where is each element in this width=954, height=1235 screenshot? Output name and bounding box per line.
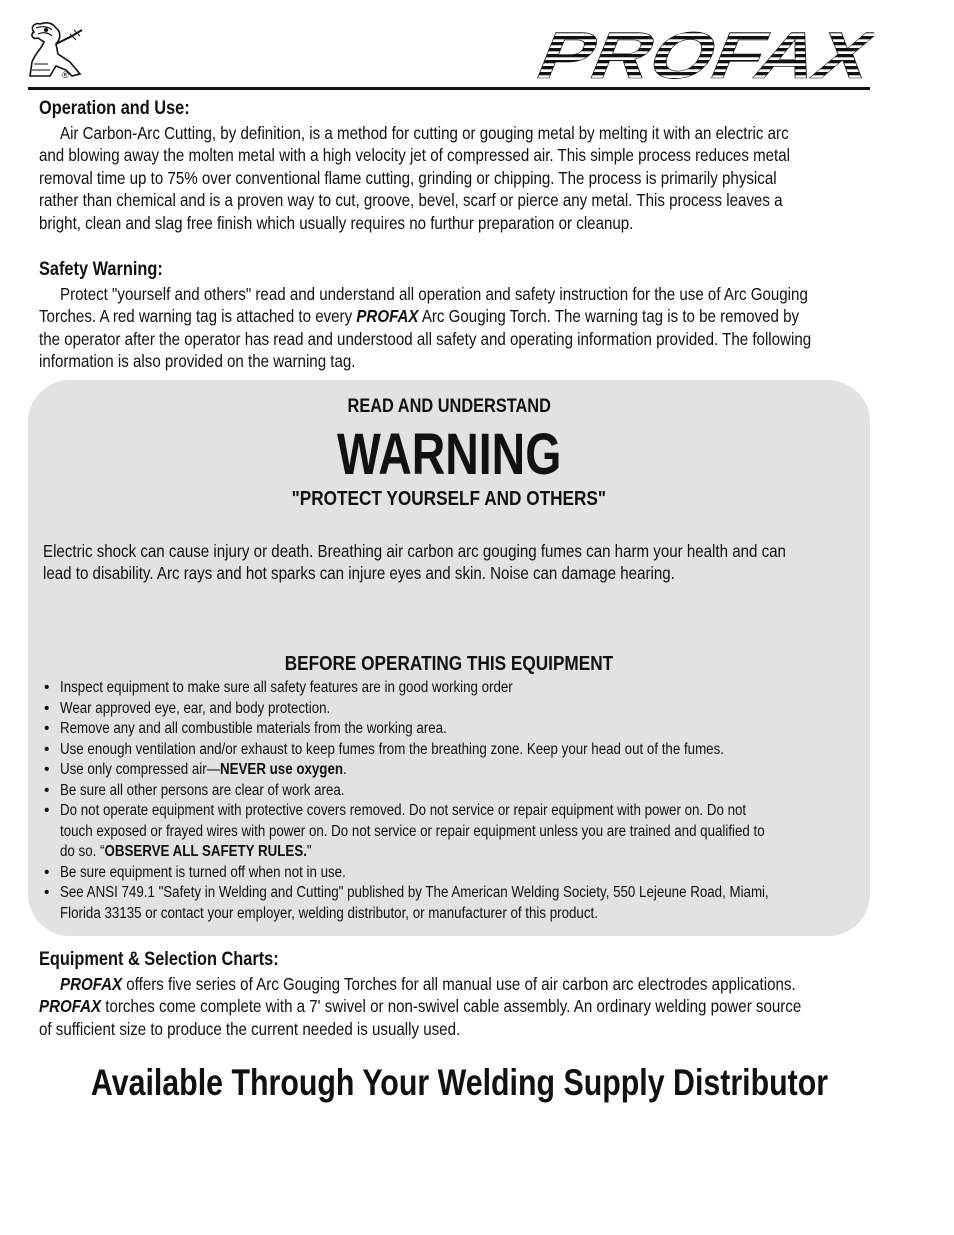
hazard-statement: [43, 540, 904, 585]
profax-brand-inline: PROFAX: [356, 306, 419, 327]
warning-tag-box: [28, 380, 870, 936]
safety-title: Safety Warning:: [39, 259, 163, 280]
safety-section: [39, 259, 869, 373]
equipment-title: Equipment & Selection Charts:: [39, 949, 279, 970]
list-item: • Use only compressed air—NEVER use oxygen.: [44, 761, 347, 778]
equipment-section: [39, 949, 869, 1040]
list-item: • See ANSI 749.1 "Safety in Welding and Cutting" published by The American Welding Society, 550 Lejeune Road, Miami, Florida 33135 or contact your employer, welding distributor, or manufacturer of this product.: [44, 884, 769, 922]
hazard-line: lead to disability. Arc rays and hot sparks can injure eyes and skin. Noise can damage hearing.: [43, 563, 675, 584]
profax-brand-inline: PROFAX: [60, 974, 123, 994]
hazard-line: Electric shock can cause injury or death. Breathing air carbon arc gouging fumes can harm your health and can: [43, 541, 786, 561]
operation-title: Operation and Use:: [39, 98, 190, 119]
welder-mascot-logo: [26, 18, 86, 82]
list-item: • Be sure all other persons are clear of work area.: [44, 781, 345, 799]
operation-line: and blowing away the molten metal with a high velocity jet of compressed air. This simple process reduces metal: [39, 145, 791, 166]
safety-line: the operator after the operator has read and understood all safety and operating information provided. The following: [39, 328, 812, 349]
safety-bullet-list: [42, 678, 862, 924]
operation-line: removal time up to 75% over conventional flame cutting, grinding or chipping. The process is primarily physical: [39, 167, 777, 188]
list-item: • Wear approved eye, ear, and body protection.: [44, 699, 331, 717]
list-item: • Do not operate equipment with protective covers removed. Do not service or repair equipment with power on. Do not touch exposed or frayed wires with power on. Do not service or repair equipment unless you are trained and qualified to do so. “OBSERVE ALL SAFETY RULES.": [44, 802, 765, 860]
operation-section: [39, 98, 869, 234]
warning-headline: WARNING: [336, 422, 562, 487]
list-item: • Inspect equipment to make sure all safety features are in good working order: [44, 679, 513, 696]
equipment-body: [39, 973, 869, 1040]
profax-brand-logo: [528, 24, 874, 84]
operation-line: rather than chemical and is a proven way to cut, groove, bevel, scarf or pierce any metal. This process leaves a: [39, 190, 783, 211]
safety-line: information is also provided on the warning tag.: [39, 351, 356, 372]
operation-line: Air Carbon-Arc Cutting, by definition, is a method for cutting or gouging metal by melting it with an electric arc: [60, 123, 789, 143]
distributor-banner: Available Through Your Welding Supply Distributor: [91, 1062, 829, 1103]
equipment-line: of sufficient size to produce the current needed is usually used.: [39, 1018, 461, 1039]
protect-subhead: "PROTECT YOURSELF AND OTHERS": [291, 488, 607, 510]
header-rule: [28, 87, 870, 90]
read-and-understand-label: READ AND UNDERSTAND: [347, 396, 551, 417]
safety-line: Protect "yourself and others" read and understand all operation and safety instruction for the use of Arc Gouging: [60, 284, 808, 304]
equipment-line: PROFAX torches come complete with a 7' swivel or non-swivel cable assembly. An ordinary welding power source: [39, 996, 802, 1017]
safety-body: [39, 283, 869, 373]
operation-body: [39, 122, 869, 234]
profax-brand-inline: PROFAX: [39, 996, 102, 1017]
operation-line: bright, clean and slag free finish which usually requires no furthur preparation or cleanup.: [39, 212, 634, 233]
list-item: • Use enough ventilation and/or exhaust to keep fumes from the breathing zone. Keep your head out of the fumes.: [44, 740, 724, 758]
registered-mark: ®: [62, 70, 69, 80]
equipment-line: PROFAX offers five series of Arc Gouging Torches for all manual use of air carbon arc electrodes applications.: [60, 974, 796, 994]
list-item: • Be sure equipment is turned off when not in use.: [44, 863, 346, 881]
profax-logo-text: PROFAX: [528, 24, 828, 84]
safety-line: Torches. A red warning tag is attached to every PROFAX Arc Gouging Torch. The warning tag is to be removed by: [39, 306, 800, 327]
list-item: • Remove any and all combustible materials from the working area.: [44, 720, 447, 737]
before-operating-title: BEFORE OPERATING THIS EQUIPMENT: [284, 653, 614, 675]
